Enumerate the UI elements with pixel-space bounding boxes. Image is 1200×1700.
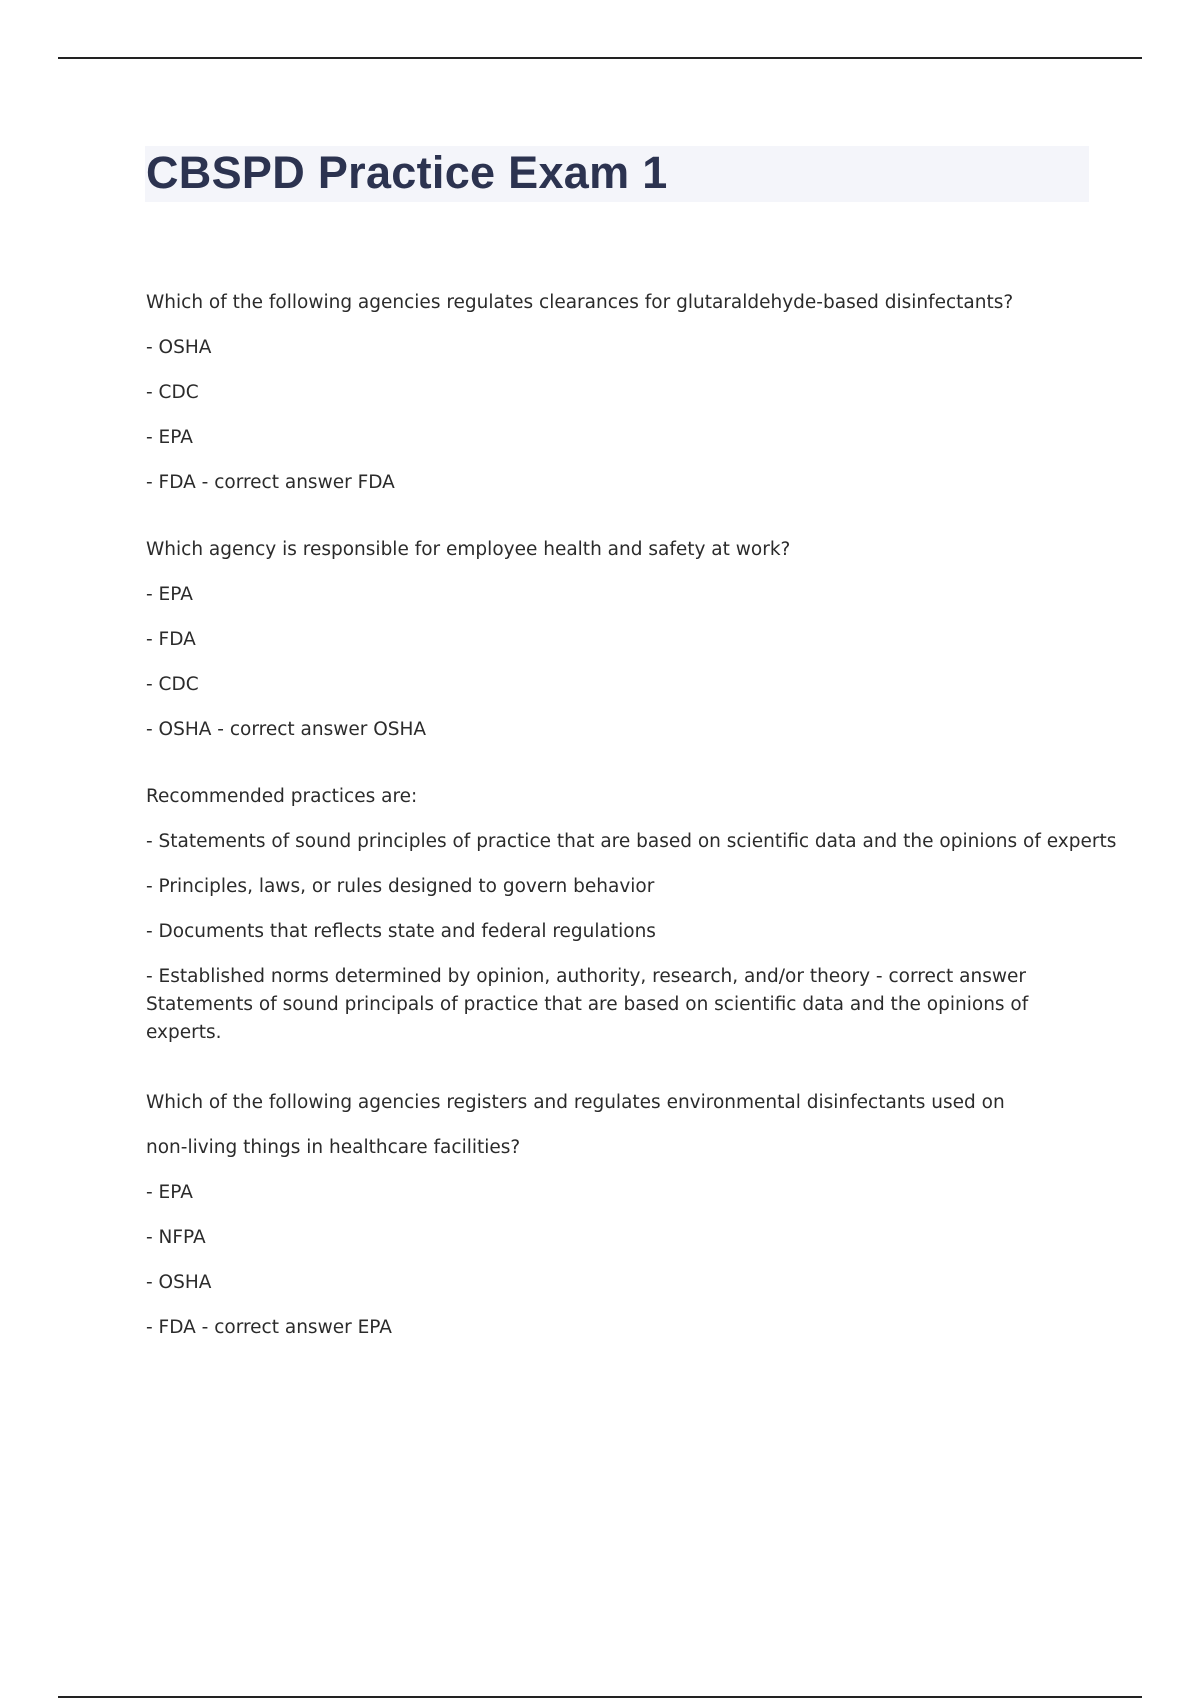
question-text: Which of the following agencies regulates clearances for glutaraldehyde-based disinfectants?: [146, 292, 1014, 313]
answer-option: - Documents that reflects state and federal regulations: [146, 921, 656, 942]
page-title: CBSPD Practice Exam 1: [146, 147, 668, 198]
answer-option-correct: - FDA - correct answer EPA: [146, 1317, 392, 1338]
question-text: Which of the following agencies registers and regulates environmental disinfectants used on: [146, 1092, 1005, 1113]
answer-option: - CDC: [146, 382, 199, 403]
answer-option: - EPA: [146, 427, 193, 448]
answer-option-correct: - Established norms determined by opinion, authority, research, and/or theory - correct answer Statements of sound principals of practice that are based on scientific data and the opinions of experts.: [146, 966, 1029, 1043]
answer-option: - OSHA: [146, 337, 212, 358]
question-text: Which agency is responsible for employee health and safety at work?: [146, 539, 791, 560]
answer-option: - Statements of sound principles of practice that are based on scientific data and the opinions of experts: [146, 831, 1117, 852]
answer-option: - NFPA: [146, 1227, 206, 1248]
top-rule: [58, 57, 1142, 59]
question-text: Recommended practices are:: [146, 786, 418, 807]
question-block-1: [146, 292, 1086, 494]
question-text-continued: non-living things in healthcare facilities?: [146, 1137, 521, 1158]
question-block-3: [146, 786, 1117, 1047]
answer-option: - CDC: [146, 674, 199, 695]
document-body: [146, 292, 1117, 1384]
answer-option: - EPA: [146, 1182, 193, 1203]
answer-option: - Principles, laws, or rules designed to govern behavior: [146, 876, 655, 897]
bottom-rule: [58, 1696, 1142, 1698]
answer-option: - EPA: [146, 584, 193, 605]
answer-option: - FDA: [146, 629, 196, 650]
question-block-4: [146, 1092, 1086, 1339]
question-block-2: [146, 539, 1086, 741]
answer-option: - OSHA: [146, 1272, 212, 1293]
answer-option-correct: - FDA - correct answer FDA: [146, 472, 395, 493]
answer-option-correct: - OSHA - correct answer OSHA: [146, 719, 427, 740]
